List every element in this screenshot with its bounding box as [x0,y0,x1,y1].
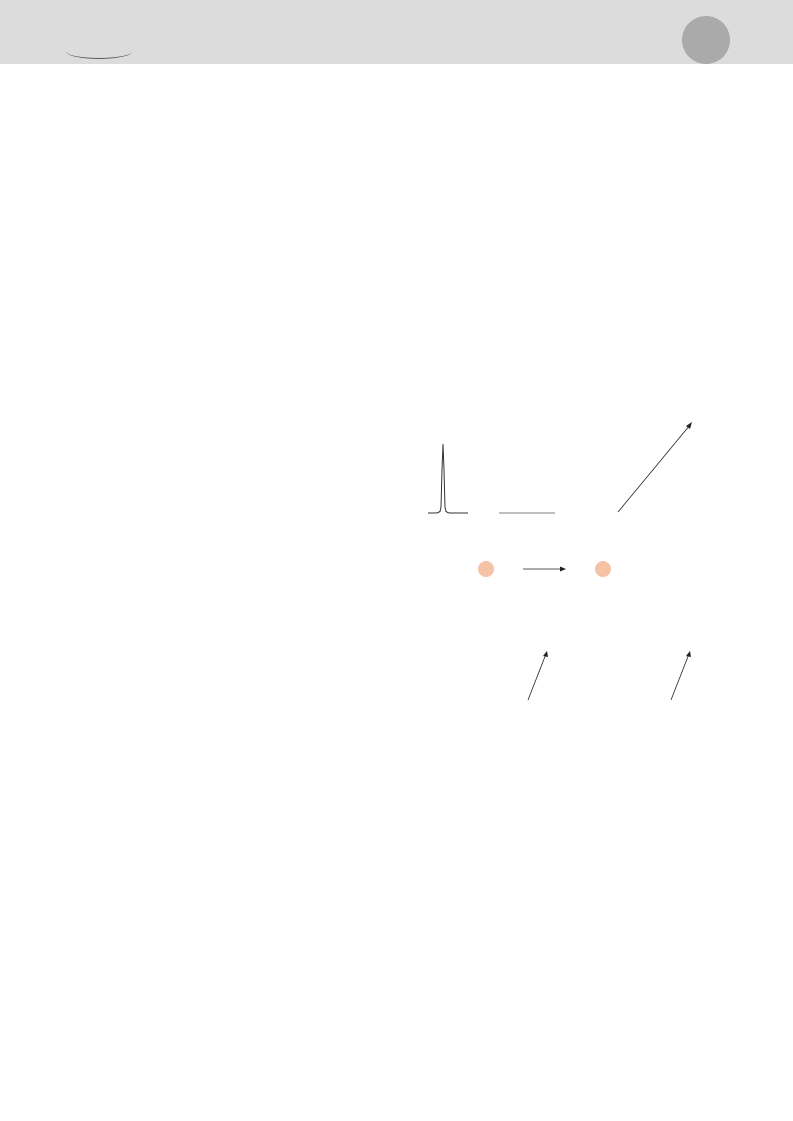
time-arrow-head [686,422,692,429]
panel-a [428,444,555,513]
label-highlight-left [478,561,494,577]
panel-b [618,422,692,512]
label-highlight-right [595,561,611,577]
panel-c [478,561,691,700]
time-arrow-line [618,425,690,512]
c-left-time-arrow [528,654,546,700]
c-right-time-arrow-head [686,651,691,657]
c-left-time-arrow-head [543,651,548,657]
reaction-arrow-head [560,567,566,572]
c-right-time-arrow [671,654,689,700]
hp-spectrum-trace [428,444,468,513]
